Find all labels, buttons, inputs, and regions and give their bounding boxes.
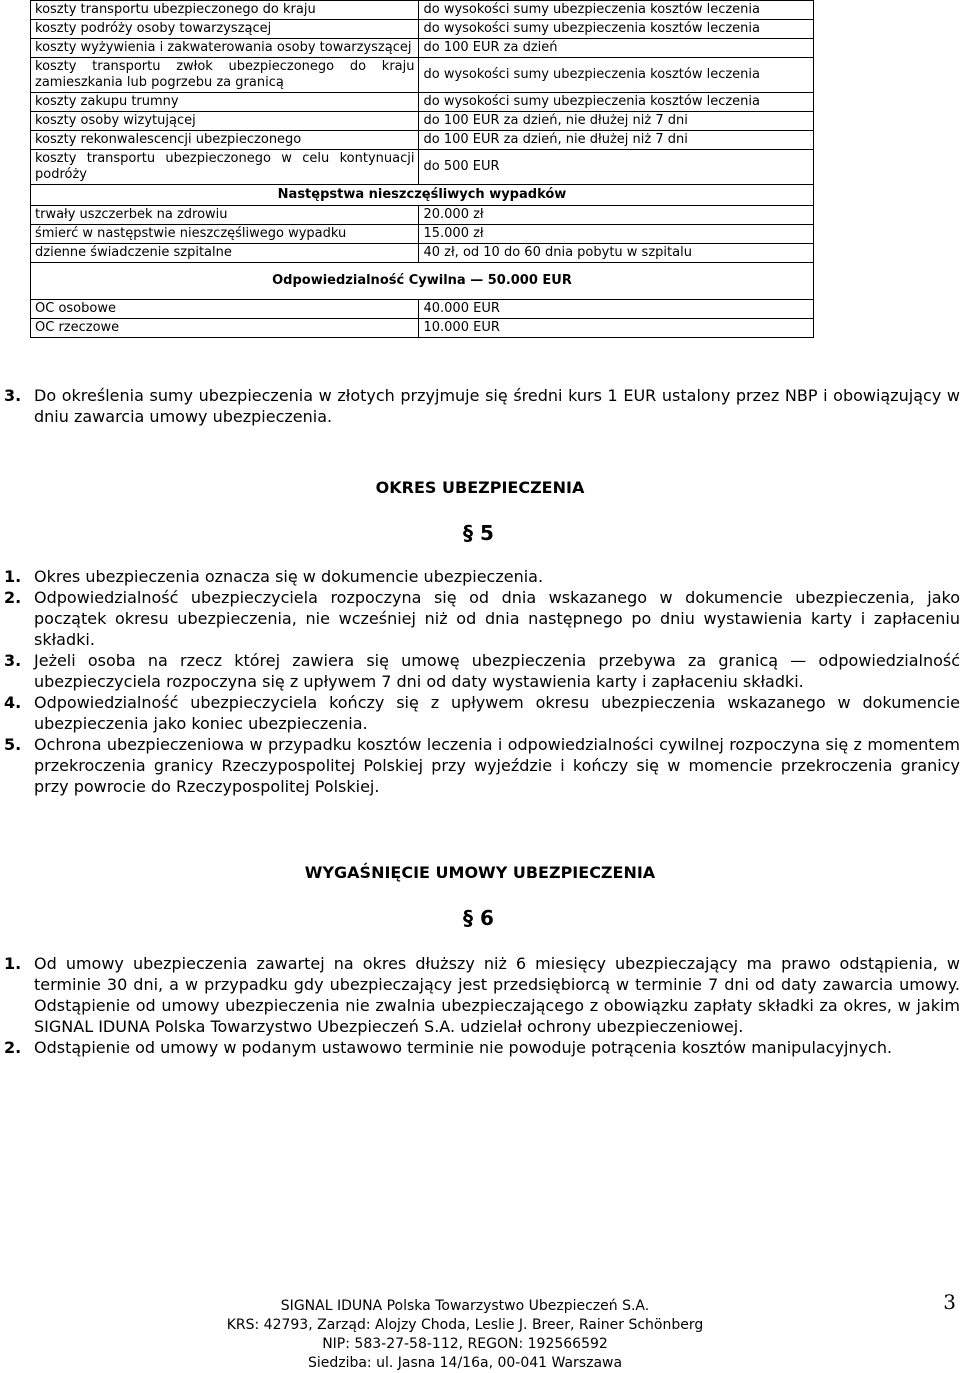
- coverage-table: [30, 0, 814, 338]
- item-text: Okres ubezpieczenia oznacza się w dokumencie ubezpieczenia.: [34, 567, 544, 586]
- table-row: [31, 319, 814, 338]
- section-title-accidents: Następstwa nieszczęśliwych wypadków: [31, 185, 814, 206]
- section6-list: [4, 953, 960, 1058]
- table-cell-label: koszty rekonwalescencji ubezpieczonego: [31, 131, 419, 150]
- table-cell-value: do 500 EUR: [419, 150, 814, 185]
- list-item: [4, 650, 960, 692]
- item-number: 4.: [4, 693, 22, 712]
- table-cell-label: koszty transportu zwłok ubezpieczonego do kraju zamieszkania lub pogrzebu za granicą: [31, 58, 419, 93]
- table-cell-value: 40.000 EUR: [419, 300, 814, 319]
- table-cell-value: do 100 EUR za dzień, nie dłużej niż 7 dni: [419, 131, 814, 150]
- section-heading: OKRES UBEZPIECZENIA: [375, 478, 585, 497]
- table-cell-label: koszty zakupu trumny: [31, 93, 419, 112]
- footer-nip: NIP: 583-27-58-112, REGON: 192566592: [322, 1336, 608, 1352]
- table-cell-label: trwały uszczerbek na zdrowiu: [31, 206, 419, 225]
- section-heading: WYGAŚNIĘCIE UMOWY UBEZPIECZENIA: [304, 863, 656, 882]
- table-row: [31, 225, 814, 244]
- table-row: [31, 39, 814, 58]
- table-cell-label: koszty transportu ubezpieczonego w celu kontynuacji podróży: [31, 150, 419, 185]
- section5-list: [4, 566, 960, 797]
- table-row: [31, 20, 814, 39]
- item-text: Odpowiedzialność ubezpieczyciela rozpoczyna się od dnia wskazanego w dokumencie ubezpieczenia, jako początek okresu ubezpieczenia, nie wcześniej niż od dnia następnego po dniu wystawienia karty i zapłaceniu składki.: [34, 588, 960, 649]
- item-text: Od umowy ubezpieczenia zawartej na okres dłuższy niż 6 miesięcy ubezpieczający ma prawo odstąpienia, w terminie 30 dni, a w przypadku gdy ubezpieczający jest przedsiębiorcą w terminie 7 dni od daty zawarcia umowy. Odstąpienie od umowy ubezpieczenia nie zwalnia ubezpieczającego z obowiązku zapłaty składki za okres, w jakim SIGNAL IDUNA Polska Towarzystwo Ubezpieczeń S.A. udzielał ochrony ubezpieczeniowej.: [34, 954, 960, 1036]
- table-cell-value: 15.000 zł: [419, 225, 814, 244]
- table-row: [31, 131, 814, 150]
- table-cell-label: śmierć w następstwie nieszczęśliwego wypadku: [31, 225, 419, 244]
- table-row: [31, 112, 814, 131]
- table-cell-label: dzienne świadczenie szpitalne: [31, 244, 419, 263]
- table-cell-label: koszty transportu ubezpieczonego do kraju: [31, 1, 419, 20]
- table-cell-label: koszty osoby wizytującej: [31, 112, 419, 131]
- item-text: Do określenia sumy ubezpieczenia w złotych przyjmuje się średni kurs 1 EUR ustalony przez NBP i obowiązujący w dniu zawarcia umowy ubezpieczenia.: [34, 386, 960, 426]
- item-number: 2.: [4, 588, 22, 607]
- item-text: Odpowiedzialność ubezpieczyciela kończy się z upływem okresu ubezpieczenia wskazanego w dokumencie ubezpieczenia jako koniec ubezpieczenia.: [34, 693, 960, 733]
- list-item: [4, 734, 960, 797]
- table-row: [31, 206, 814, 225]
- paragraph-sign: § 6: [463, 906, 494, 930]
- table-section-row: [31, 263, 814, 300]
- list-item: [4, 385, 960, 427]
- exchange-rate-note: [4, 385, 960, 427]
- list-item: [4, 1037, 960, 1058]
- item-number: 3.: [4, 651, 22, 670]
- page-footer: [0, 1297, 930, 1373]
- item-number: 1.: [4, 954, 22, 973]
- item-number: 3.: [4, 386, 22, 405]
- table-row: [31, 93, 814, 112]
- table-row: [31, 150, 814, 185]
- footer-krs: KRS: 42793, Zarząd: Alojzy Choda, Leslie J. Breer, Rainer Schönberg: [226, 1317, 704, 1333]
- table-cell-label: koszty wyżywienia i zakwaterowania osoby towarzyszącej: [31, 39, 419, 58]
- table-row: [31, 244, 814, 263]
- item-number: 1.: [4, 567, 22, 586]
- table-cell-value: do wysokości sumy ubezpieczenia kosztów leczenia: [419, 58, 814, 93]
- item-text: Ochrona ubezpieczeniowa w przypadku kosztów leczenia i odpowiedzialności cywilnej rozpoczyna się z momentem przekroczenia granicy Rzeczypospolitej Polskiej przy wyjeździe i kończy się w momencie przekroczenia granicy przy powrocie do Rzeczypospolitej Polskiej.: [34, 735, 960, 796]
- table-cell-label: OC osobowe: [31, 300, 419, 319]
- table-cell-value: do wysokości sumy ubezpieczenia kosztów leczenia: [419, 93, 814, 112]
- table-cell-value: do 100 EUR za dzień, nie dłużej niż 7 dni: [419, 112, 814, 131]
- table-cell-value: 40 zł, od 10 do 60 dnia pobytu w szpitalu: [419, 244, 814, 263]
- table-cell-value: 10.000 EUR: [419, 319, 814, 338]
- list-item: [4, 587, 960, 650]
- table-cell-value: do wysokości sumy ubezpieczenia kosztów leczenia: [419, 1, 814, 20]
- table-cell-value: 20.000 zł: [419, 206, 814, 225]
- footer-company: SIGNAL IDUNA Polska Towarzystwo Ubezpieczeń S.A.: [280, 1298, 650, 1314]
- item-text: Jeżeli osoba na rzecz której zawiera się umowę ubezpieczenia przebywa za granicą — odpowiedzialność ubezpieczyciela rozpoczyna się z upływem 7 dni od daty wystawienia karty i zapłaceniu składki.: [34, 651, 960, 691]
- table-cell-label: OC rzeczowe: [31, 319, 419, 338]
- table-cell-value: do wysokości sumy ubezpieczenia kosztów leczenia: [419, 20, 814, 39]
- footer-address: Siedziba: ul. Jasna 14/16a, 00-041 Warszawa: [307, 1355, 623, 1371]
- page-number: 3: [943, 1290, 956, 1314]
- list-item: [4, 566, 960, 587]
- table-row: [31, 58, 814, 93]
- item-number: 2.: [4, 1038, 22, 1057]
- table-row: [31, 1, 814, 20]
- section-title-liability: Odpowiedzialność Cywilna — 50.000 EUR: [31, 263, 814, 300]
- paragraph-sign: § 5: [463, 521, 494, 545]
- list-item: [4, 692, 960, 734]
- item-text: Odstąpienie od umowy w podanym ustawowo terminie nie powoduje potrącenia kosztów manipulacyjnych.: [34, 1038, 893, 1057]
- item-number: 5.: [4, 735, 22, 754]
- table-section-row: [31, 185, 814, 206]
- list-item: [4, 953, 960, 1037]
- table-cell-label: koszty podróży osoby towarzyszącej: [31, 20, 419, 39]
- table-row: [31, 300, 814, 319]
- table-cell-value: do 100 EUR za dzień: [419, 39, 814, 58]
